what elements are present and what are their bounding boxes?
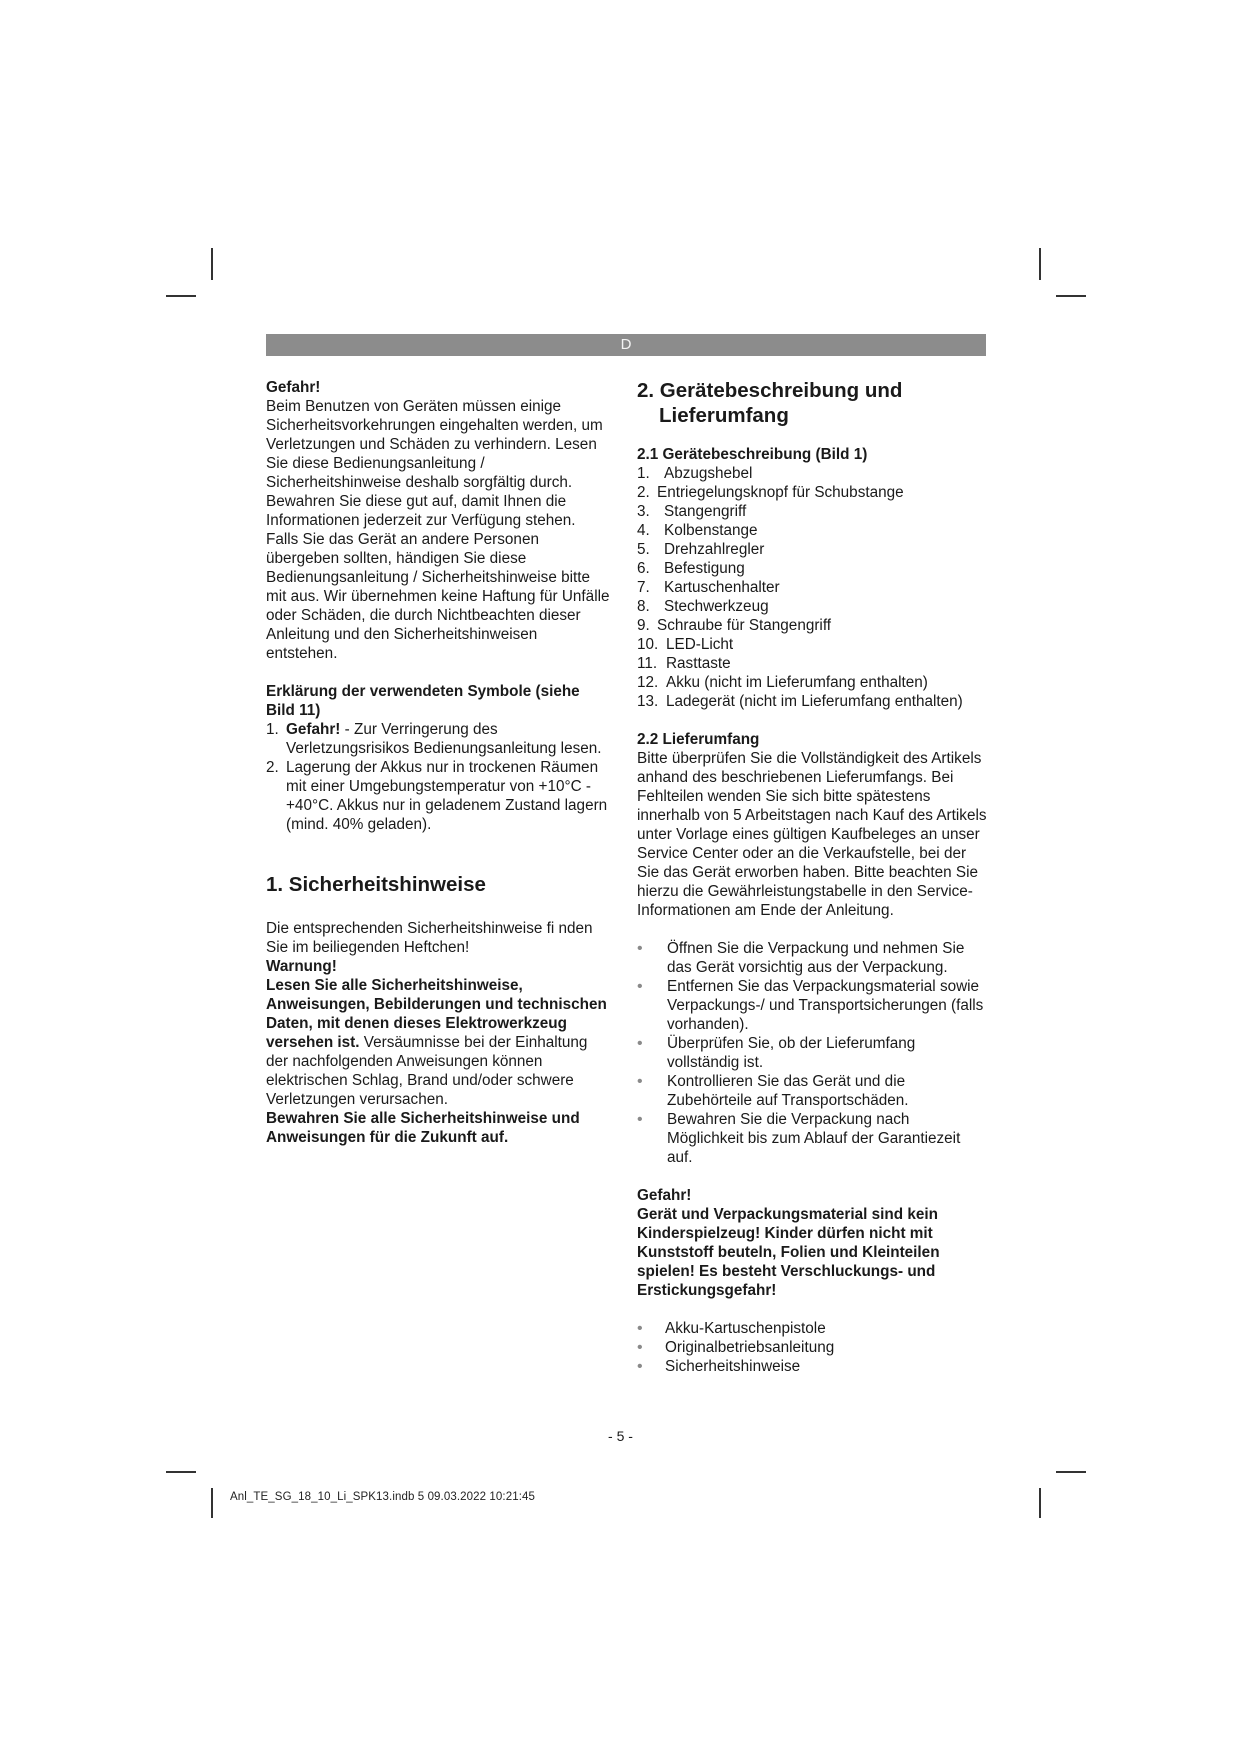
contents-list [637,1319,987,1376]
crop-mark [166,1471,196,1473]
print-footer: Anl_TE_SG_18_10_Li_SPK13.indb 5 09.03.2022 10:21:45 [230,1491,535,1503]
part-item: 1. Abzugshebel [637,465,753,482]
danger2-text: Gerät und Verpackungsmaterial sind kein Kinderspielzeug! Kinder dürfen nicht mit Kunststoff beuteln, Folien und Kleinteilen spielen! Es besteht Verschluckungs- und Erstickungsgefahr! [637,1206,940,1299]
language-header-bar [266,334,986,356]
symbol-item [266,758,612,834]
part-item: 7. Kartuschenhalter [637,579,780,596]
language-tab: D [620,336,632,353]
danger-title: Gefahr! [266,379,321,396]
part-item: 3. Stangengriff [637,503,747,520]
crop-mark [211,248,213,280]
section2-title: 2. Gerätebeschreibung und Lieferumfang [637,379,903,427]
part-item: 5. Drehzahlregler [637,541,765,558]
step-item: • Kontrollieren Sie das Gerät und die Zubehörteile auf Transportschäden. [637,1072,987,1110]
symbol-item [266,720,612,758]
symbol-bold: Gefahr! [286,721,341,738]
step-item: • Überprüfen Sie, ob der Lieferumfang vollständig ist. [637,1034,987,1072]
right-column [637,378,987,1376]
part-item: 13. Ladegerät (nicht im Lieferumfang enthalten) [637,693,963,710]
part-item: 4. Kolbenstange [637,522,758,539]
part-item: 12. Akku (nicht im Lieferumfang enthalten) [637,674,928,691]
sub21-title: 2.1 Gerätebeschreibung (Bild 1) [637,446,868,463]
delivery-text: Bitte überprüfen Sie die Vollständigkeit des Artikels anhand des beschriebenen Lieferumfangs. Bei Fehlteilen wenden Sie sich bitte spätestens innerhalb von 5 Arbeitstagen nach Kauf des Artikels unter Vorlage eines gültigen Kaufbeleges an unser Service Center oder an die Verkaufstelle, bei der Sie das Gerät erworben haben. Bitte beachten Sie hierzu die Gewährleistungstabelle in den Service-Informationen am Ende der Anleitung. [637,750,987,919]
contents-item: • Originalbetriebsanleitung [637,1338,987,1357]
crop-mark [1056,1471,1086,1473]
section1-intro: Die entsprechenden Sicherheitshinweise fi nden Sie im beiliegenden Heftchen! [266,920,593,956]
danger2-title: Gefahr! [637,1187,692,1204]
crop-mark [1056,295,1086,297]
part-item: 2. Entriegelungsknopf für Schubstange [637,484,904,501]
unpacking-steps [637,939,987,1167]
part-item: 8. Stechwerkzeug [637,598,769,615]
danger-text: Beim Benutzen von Geräten müssen einige Sicherheitsvorkehrungen eingehalten werden, um Verletzungen und Schäden zu verhindern. Lesen Sie diese Bedienungsanleitung / Sicherheitshinweise deshalb sorgfältig durch. Bewahren Sie diese gut auf, damit Ihnen die Informationen jederzeit zur Verfügung stehen. Falls Sie das Gerät an andere Personen übergeben sollten, händigen Sie diese Bedienungsanleitung / Sicherheitshinweise bitte mit aus. Wir übernehmen keine Haftung für Unfälle oder Schäden, die durch Nichtbeachten dieser Anleitung und den Sicherheitshinweisen entstehen. [266,398,610,662]
step-item: • Bewahren Sie die Verpackung nach Möglichkeit bis zum Ablauf der Garantiezeit auf. [637,1110,987,1167]
symbol-text: Lagerung der Akkus nur in trockenen Räumen mit einer Umgebungstemperatur von +10°C - +40°C. Akkus nur in geladenem Zustand lagern (mind. 40% geladen). [286,759,608,833]
warning-title: Warnung! [266,958,337,975]
symbols-title: Erklärung der verwendeten Symbole (siehe Bild 11) [266,683,580,719]
warning-paragraph [266,976,612,1109]
symbol-number: 1. [266,721,279,738]
step-item: • Öffnen Sie die Verpackung und nehmen Sie das Gerät vorsichtig aus der Verpackung. [637,939,987,977]
warning-bold: Lesen Sie alle Sicherheitshinweise, Anweisungen, Bebilderungen und technischen Daten, mit denen dieses Elektrowerkzeug versehen ist. [266,977,607,1051]
parts-list [637,464,987,711]
step-item: • Entfernen Sie das Verpackungsmaterial sowie Verpackungs-/ und Transportsicherungen (falls vorhanden). [637,977,987,1034]
part-item: 6. Befestigung [637,560,745,577]
contents-item: • Sicherheitshinweise [637,1357,987,1376]
warning-text: Versäumnisse bei der Einhaltung der nachfolgenden Anweisungen können elektrischen Schlag, Brand und/oder schwere Verletzungen verursachen. [266,1034,588,1108]
part-item: 11. Rasttaste [637,655,731,672]
symbol-text: - Zur Verringerung des Verletzungsrisikos Bedienungsanleitung lesen. [286,721,602,757]
keep-instructions: Bewahren Sie alle Sicherheitshinweise und Anweisungen für die Zukunft auf. [266,1110,580,1146]
contents-item: • Akku-Kartuschenpistole [637,1319,987,1338]
crop-mark [1039,1488,1041,1518]
crop-mark [211,1488,213,1518]
symbol-number: 2. [266,759,279,776]
part-item: 9. Schraube für Stangengriff [637,617,832,634]
page-number: - 5 - [608,1428,633,1444]
crop-mark [166,295,196,297]
section1-title: 1. Sicherheitshinweise [266,873,486,896]
sub22-title: 2.2 Lieferumfang [637,731,760,748]
crop-mark [1039,248,1041,280]
symbols-list [266,720,612,834]
part-item: 10. LED-Licht [637,636,734,653]
left-column [266,378,612,1147]
